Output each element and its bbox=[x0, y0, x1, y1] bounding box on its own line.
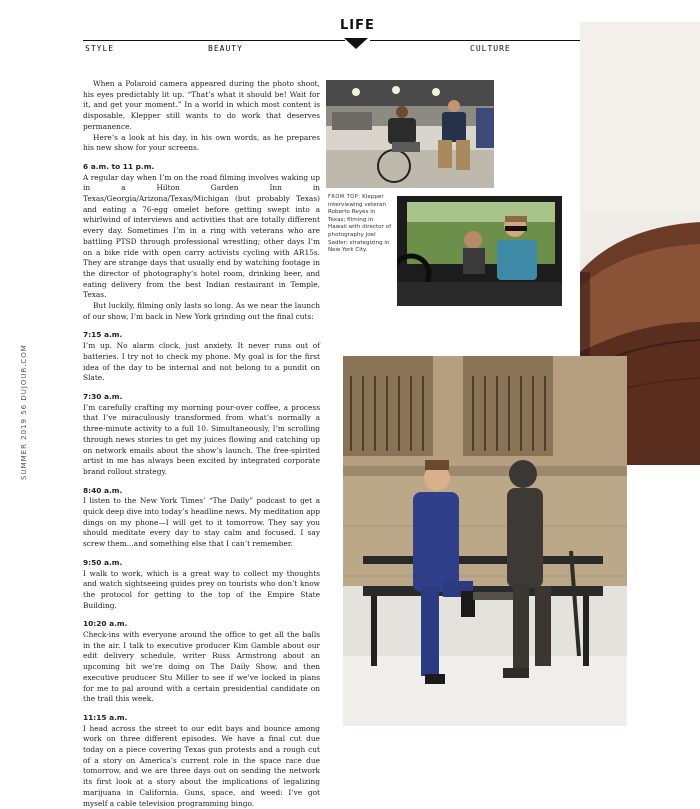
section-paragraph: I’m carefully crafting my morning pour-over coffee, a process that I’ve miraculously transformed from what’s normally a three-minute activity to a full 10. Simultaneously, I’m scrolling through news stories to get my juices flowing and catching up on network emails about the show’s launch. The free-spirited artist in me has always been excited by integrated corporate brand rollout strategy. bbox=[83, 402, 320, 476]
photo-caption bbox=[328, 194, 392, 255]
section-time: 8:40 a.m. bbox=[83, 485, 123, 495]
caption-lead: FROM TOP: bbox=[328, 194, 361, 200]
section-time: 7:30 a.m. bbox=[83, 391, 123, 401]
section-paragraph: I walk to work, which is a great way to collect my thoughts and watch sightseeing guides prey on tourists who don’t know the protocol for getting to the top of the Empire State Building. bbox=[83, 568, 320, 610]
section-time: 7:15 a.m. bbox=[83, 330, 123, 340]
section-paragraph: I’m up. No alarm clock, just anxiety. It never runs out of batteries. I try not to check my phone. My goal is for the first idea of the day to be internal and not belong to a pundit on Slate. bbox=[83, 341, 320, 383]
photo-interview-graphic bbox=[326, 80, 494, 188]
caption-text: Klepper interviewing veteran Roberto Reyes in Texas; filming in Hawaii with director of photography Joel Sadler; strategizing in New York City. bbox=[328, 194, 392, 254]
section-time: 6 a.m. to 11 p.m. bbox=[83, 161, 155, 171]
section-paragraph: But luckily, filming only lasts so long. As we near the launch of our show, I’m back in New York grinding out the final cuts: bbox=[83, 301, 320, 321]
nav-item-style[interactable]: STYLE bbox=[85, 44, 115, 53]
header-rule-left bbox=[83, 40, 345, 41]
nav-item-culture[interactable]: CULTURE bbox=[470, 44, 511, 53]
photo-filming-graphic bbox=[397, 196, 562, 306]
article-body bbox=[83, 79, 320, 809]
section-paragraph: Check-ins with everyone around the office to get all the balls in the air. I talk to executive producer Kim Gamble about our edit delivery schedule, writer Russ Armstrong about an upcoming bit we’re doing on The Daily Show, and then executive producer Stu Miller to see if we’ve locked in plans for me to pal around with a certain presidential candidate on the trail this week. bbox=[83, 630, 320, 704]
section-paragraph: A regular day when I’m on the road filming involves waking up in a Hilton Garden Inn in Texas/Georgia/Arizona/Texas/Michigan (but probably Texas) and eating a 76-egg omelet before getting swept into a whirlwind of interviews and activities that are totally different every day. Sometimes I’m in a ring with veterans who are battling PTSD through professional wrestling; other days I’m on a bike ride with open carry activists cycling with AR15s. They are strange days that usually end by watching footage in the director of photography’s hotel room, drinking beer, and eating delivery from the best Indian restaurant in Temple, Texas. bbox=[83, 172, 320, 300]
section-time: 11:15 a.m. bbox=[83, 712, 128, 722]
photo-bench-graphic bbox=[343, 356, 627, 726]
section-time: 10:20 a.m. bbox=[83, 619, 128, 629]
section-paragraph: I head across the street to our edit bays and bounce among work on three different episodes. We have a final cut due today on a piece covering Texas gun protests and a rough cut of a story on America’s current role in the space race due tomorrow, and we are three days out on sending the network its first look at a story about the implications of legalizing marijuana in California. Guns, space, and weed: I’ve got myself a cable television programming bingo. bbox=[83, 723, 320, 808]
intro-paragraph: Here’s a look at his day, in his own words, as he prepares his new show for your screens. bbox=[83, 132, 320, 153]
folio-text: SUMMER 2019 56 DUJOUR.COM bbox=[20, 344, 28, 480]
nav-item-beauty[interactable]: BEAUTY bbox=[208, 44, 243, 53]
photo-filming-hawaii bbox=[397, 196, 562, 306]
section-logo: LIFE bbox=[340, 18, 375, 33]
photo-interview-veteran bbox=[326, 80, 494, 188]
section-paragraph: I listen to the New York Times’ “The Daily” podcast to get a quick deep dive into today’s headline news. My meditation app dings on my phone—I will get to it tomorrow. They say you should meditate every day to stay calm and focused. I say screw them...and something else that I can’t remember. bbox=[83, 496, 320, 549]
section-logo-triangle bbox=[344, 38, 368, 49]
intro-paragraph: When a Polaroid camera appeared during the photo shoot, his eyes predictably lit up. “That’s what it should be! Wait for it, and get your moment.” In a world in which most content is disposable, Klepper still wants to do work that deserves permanence. bbox=[83, 79, 320, 131]
folio-sidebar bbox=[20, 344, 34, 480]
photo-nyc-bench-statue bbox=[343, 356, 627, 726]
section-time: 9:50 a.m. bbox=[83, 557, 123, 567]
